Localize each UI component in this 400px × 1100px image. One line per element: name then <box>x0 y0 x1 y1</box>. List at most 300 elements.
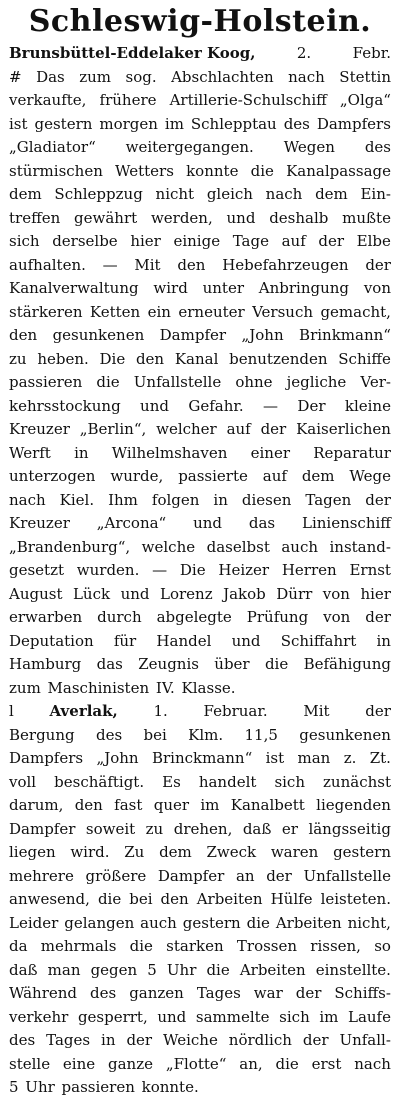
word: Schlepptau <box>190 114 277 133</box>
word: auf <box>262 467 287 485</box>
word: wird. <box>70 843 110 861</box>
word: über <box>214 655 250 673</box>
word: mehrere <box>9 866 74 885</box>
word: ganzen <box>129 984 184 1002</box>
word: quer <box>153 796 190 814</box>
word: und <box>226 208 256 227</box>
word: die <box>97 890 122 908</box>
text-line <box>9 1029 391 1053</box>
word: und <box>157 1007 187 1026</box>
word: Anbringung <box>258 279 350 297</box>
text-line <box>9 183 391 207</box>
word: gestern <box>34 114 93 133</box>
word: mehrmals <box>40 937 117 955</box>
word: gesetzt <box>9 561 65 579</box>
word: Dampfer <box>9 819 76 838</box>
word: sich <box>9 232 40 250</box>
word: Wetters <box>115 161 174 180</box>
word: im <box>200 796 220 814</box>
word: erwarben <box>9 608 83 626</box>
word: der <box>365 608 391 626</box>
word: Ernst <box>349 561 391 579</box>
word: Das <box>36 67 65 86</box>
word: Tages <box>196 984 241 1002</box>
word: Arbeiten <box>239 960 306 979</box>
word: „John <box>96 749 139 767</box>
word: durch <box>97 608 142 626</box>
word: wird <box>153 279 188 297</box>
word: aufhalten. <box>9 255 86 274</box>
word: gemacht, <box>320 302 391 321</box>
word: verkaufte, <box>9 91 87 109</box>
article-averlak <box>9 700 391 1100</box>
word: instand- <box>329 537 391 556</box>
text-line <box>9 113 391 137</box>
text-line <box>9 465 391 489</box>
text-line <box>9 301 391 325</box>
word: Kaiserlichen <box>296 420 391 438</box>
text-line <box>9 442 391 466</box>
word: Uhr <box>166 960 197 979</box>
text-line <box>9 324 391 348</box>
word: Brunsbüttel-Eddelaker Koog, <box>9 44 256 62</box>
word: dem <box>9 185 42 203</box>
word: Mit <box>134 255 161 274</box>
word: Wege <box>349 467 391 485</box>
text-line <box>9 489 391 513</box>
word: passieren <box>61 1078 135 1096</box>
word: in <box>74 443 89 462</box>
word: konnte. <box>141 1078 199 1096</box>
word: Wegen <box>283 138 335 156</box>
word: Unfallstelle <box>133 373 222 391</box>
word: gesperrt, <box>77 1007 148 1026</box>
text-line <box>9 371 391 395</box>
text-line <box>9 912 391 936</box>
word: Die <box>99 349 126 368</box>
word: die <box>206 960 230 979</box>
word: ganze <box>107 1054 153 1073</box>
word: Weiche <box>163 1031 218 1049</box>
word: Dampfer <box>159 326 227 344</box>
word: den <box>135 349 165 368</box>
word: Dampfer <box>157 866 225 885</box>
word: frühere <box>99 91 157 109</box>
text-line <box>9 794 391 818</box>
word: der <box>260 420 287 438</box>
word: Deputation <box>9 631 94 650</box>
word: sog. <box>125 67 157 86</box>
word: Brinckmann“ <box>151 749 253 767</box>
word: der <box>318 232 345 250</box>
text-line <box>9 935 391 959</box>
text-line <box>9 536 391 560</box>
word: des <box>90 984 117 1002</box>
word: gleich <box>206 185 253 203</box>
text-line <box>9 700 391 724</box>
word: Die <box>179 561 206 579</box>
word: Schiffahrt <box>280 631 357 650</box>
word: so <box>374 937 391 955</box>
word: zum <box>9 678 41 697</box>
word: unter <box>202 279 244 297</box>
word: Schleppzug <box>54 185 143 203</box>
word: Lück <box>72 584 111 603</box>
text-line <box>9 418 391 442</box>
word: den <box>74 796 103 814</box>
text-line <box>9 583 391 607</box>
word: Februar. <box>203 702 268 720</box>
word: der <box>302 1031 329 1049</box>
word: nach <box>354 1054 391 1073</box>
word: Zeugnis <box>138 655 199 673</box>
word: Jakob <box>223 584 266 603</box>
word: zu <box>9 349 27 368</box>
word: folgen <box>151 490 200 509</box>
text-line <box>9 207 391 231</box>
word: hier <box>360 584 391 603</box>
word: des <box>283 114 310 133</box>
word: Uhr <box>25 1078 55 1096</box>
word: und <box>193 514 223 532</box>
word: gesunkenen <box>299 725 391 744</box>
word: und <box>120 584 150 603</box>
word: ohne <box>235 373 273 391</box>
text-line <box>9 160 391 184</box>
word: Gefahr. <box>188 396 244 415</box>
text-line <box>9 653 391 677</box>
word: Reparatur <box>313 443 391 462</box>
word: nördlich <box>228 1031 292 1049</box>
word: kleine <box>344 396 391 415</box>
word: heben. <box>37 349 89 368</box>
word: an <box>235 866 255 885</box>
word: das <box>248 514 276 532</box>
word: Febr. <box>352 44 391 62</box>
word: l <box>9 702 14 720</box>
word: — <box>263 396 279 415</box>
word: Herren <box>281 561 337 579</box>
word: liegen <box>9 843 56 861</box>
text-line <box>9 606 391 630</box>
word: Kanalverwaltung <box>9 279 139 297</box>
word: Maschinisten <box>47 678 150 697</box>
word: einstellte. <box>315 960 391 979</box>
word: unterzogen <box>9 467 96 485</box>
word: den <box>9 326 38 344</box>
word: beschäftigt. <box>54 772 145 791</box>
word: Tagen <box>305 490 352 509</box>
word: die <box>96 373 120 391</box>
word: dem <box>301 467 335 485</box>
word: gewährt <box>74 208 138 227</box>
word: Elbe <box>356 232 391 250</box>
word: drehen, <box>173 819 233 838</box>
word: Unfall- <box>339 1031 391 1049</box>
word: „Arcona“ <box>96 514 167 532</box>
text-line <box>9 89 391 113</box>
word: fast <box>114 796 143 814</box>
word: stelle <box>9 1054 51 1073</box>
word: Ver- <box>360 373 391 391</box>
word: auch <box>140 913 177 932</box>
word: IV. <box>155 678 175 697</box>
word: nach <box>288 67 325 86</box>
word: er <box>281 819 298 838</box>
word: Leider <box>9 913 59 932</box>
text-line <box>9 724 391 748</box>
word: gelangen <box>64 913 135 932</box>
word: passieren <box>9 373 83 391</box>
article-brunsbuettel <box>9 42 391 700</box>
text-line <box>9 959 391 983</box>
word: werden, <box>150 208 213 227</box>
word: Werft <box>9 443 51 462</box>
word: leisteten. <box>320 890 391 908</box>
word: Brinkmann“ <box>299 326 391 344</box>
word: voll <box>9 772 37 791</box>
word: auf <box>281 232 306 250</box>
word: ein <box>147 302 171 321</box>
word: Kiel. <box>59 490 95 509</box>
word: Unfallstelle <box>303 866 391 885</box>
word: Schiffe <box>338 349 391 368</box>
text-line <box>9 395 391 419</box>
word: — <box>152 561 168 579</box>
word: in <box>376 631 391 650</box>
word: im <box>164 114 184 133</box>
word: 5 <box>147 960 157 979</box>
word: Tage <box>232 232 269 250</box>
word: Bergung <box>9 725 75 744</box>
word: wurden. <box>76 561 140 579</box>
word: Linienschiff <box>301 514 391 532</box>
word: einer <box>250 443 291 462</box>
word: Hamburg <box>9 655 82 673</box>
word: Prüfung <box>246 608 309 626</box>
word: „Brandenburg“, <box>9 537 131 556</box>
text-line <box>9 1053 391 1077</box>
word: nicht <box>155 185 195 203</box>
word: z. <box>343 749 357 767</box>
word: „Berlin“, <box>79 420 147 438</box>
word: — <box>102 255 118 274</box>
word: die <box>129 937 153 955</box>
word: starken <box>166 937 224 955</box>
word: dem <box>315 185 348 203</box>
word: 1. <box>153 702 168 720</box>
word: rissen, <box>310 937 361 955</box>
word: Averlak, <box>49 702 118 720</box>
word: „Olga“ <box>339 91 391 109</box>
word: Klasse. <box>181 678 236 697</box>
word: wurde, <box>110 467 164 485</box>
word: „John <box>241 326 284 344</box>
word: erst <box>311 1054 342 1073</box>
word: des <box>364 138 391 156</box>
text-line <box>9 230 391 254</box>
text-line <box>9 841 391 865</box>
word: bei <box>143 725 167 744</box>
text-line <box>9 888 391 912</box>
word: Kreuzer <box>9 514 70 532</box>
word: im <box>319 1007 339 1026</box>
text-line <box>9 630 391 654</box>
word: Heizer <box>218 561 270 579</box>
word: hier <box>130 232 161 250</box>
word: Es <box>162 772 181 791</box>
word: waren <box>270 843 319 861</box>
word: Zweck <box>206 843 257 861</box>
word: Zt. <box>369 749 391 767</box>
word: von <box>323 608 351 626</box>
word: Laufe <box>347 1007 391 1026</box>
word: Klm. <box>188 725 224 744</box>
word: nach <box>9 490 46 509</box>
word: zum <box>79 67 112 86</box>
word: Mit <box>303 702 330 720</box>
text-line <box>9 865 391 889</box>
word: sich <box>274 772 305 791</box>
word: gestern <box>333 843 391 861</box>
word: der <box>365 490 391 509</box>
text-line <box>9 136 391 160</box>
word: erneuter <box>178 302 245 321</box>
word: daß <box>242 819 272 838</box>
word: und <box>231 631 261 650</box>
word: morgen <box>99 114 158 133</box>
word: Der <box>297 396 326 415</box>
word: auch <box>281 537 319 556</box>
word: Dampfers <box>9 749 84 767</box>
word: weitergegangen. <box>125 138 254 156</box>
word: und <box>140 396 169 415</box>
word: 5 <box>9 1078 19 1096</box>
word: der <box>365 702 391 720</box>
word: soweit <box>85 819 136 838</box>
word: die <box>275 1054 299 1073</box>
word: des <box>95 725 123 744</box>
word: benutzenden <box>229 349 328 368</box>
word: zu <box>145 819 164 838</box>
word: stürmischen <box>9 161 103 180</box>
text-line <box>9 512 391 536</box>
word: gegen <box>90 960 138 979</box>
word: zunächst <box>323 772 391 791</box>
word: handelt <box>198 772 257 791</box>
word: des <box>9 1031 36 1049</box>
word: ist <box>265 749 285 767</box>
word: Arbeiten <box>196 890 263 908</box>
word: Versuch <box>252 302 314 321</box>
word: verkehr <box>9 1007 69 1026</box>
word: sich <box>279 1007 310 1026</box>
word: Dampfers <box>316 114 391 133</box>
word: derselbe <box>52 232 118 250</box>
word: welcher <box>156 420 217 438</box>
word: man <box>47 960 81 979</box>
word: die <box>246 913 270 932</box>
word: Kanal <box>174 349 219 368</box>
word: kehrsstockung <box>9 396 121 415</box>
word: einige <box>173 232 221 250</box>
word: Handel <box>156 631 212 650</box>
word: stärkeren <box>9 302 83 321</box>
word: von <box>363 279 391 297</box>
word: der <box>126 1031 153 1049</box>
text-line <box>9 982 391 1006</box>
word: 11,5 <box>244 725 278 744</box>
text-line <box>9 66 391 90</box>
word: Während <box>9 984 78 1002</box>
word: Hebefahrzeugen <box>222 255 349 274</box>
word: 2. <box>296 44 312 62</box>
word: deshalb <box>269 208 329 227</box>
word: Dürr <box>276 584 313 603</box>
word: dem <box>159 843 192 861</box>
word: Tages <box>46 1031 91 1049</box>
word: # <box>9 67 22 86</box>
word: darum, <box>9 796 64 814</box>
text-line <box>9 771 391 795</box>
word: Schiffs- <box>334 984 391 1002</box>
word: Ketten <box>89 302 141 321</box>
word: Kanalpassage <box>286 161 391 180</box>
word: bei <box>129 890 153 908</box>
word: diesen <box>241 490 292 509</box>
word: war <box>253 984 283 1002</box>
word: da <box>9 937 28 955</box>
text-line <box>9 747 391 771</box>
word: passierte <box>178 467 248 485</box>
word: der <box>266 866 292 885</box>
word: Abschlachten <box>171 67 274 86</box>
word: Kanalbett <box>230 796 305 814</box>
word: eine <box>62 1054 96 1073</box>
word: Artillerie-Schulschiff <box>169 91 327 109</box>
word: gestern <box>182 913 241 932</box>
text-line <box>9 677 391 701</box>
word: Befähigung <box>303 655 391 673</box>
word: ist <box>9 114 28 133</box>
word: Lorenz <box>160 584 213 603</box>
word: die <box>250 161 274 180</box>
word: in <box>213 490 228 509</box>
text-line <box>9 559 391 583</box>
text-line <box>9 42 391 66</box>
text-line <box>9 1006 391 1030</box>
word: Ein- <box>360 185 391 203</box>
word: abgelegte <box>156 608 232 626</box>
text-line <box>9 818 391 842</box>
word: von <box>322 584 350 603</box>
section-headline: Schleswig-Holstein. <box>28 4 372 39</box>
word: längsseitig <box>308 819 391 838</box>
word: Kreuzer <box>9 420 70 438</box>
word: Trossen <box>236 937 298 955</box>
word: der <box>295 984 322 1002</box>
word: konnte <box>186 161 239 180</box>
word: den <box>177 255 206 274</box>
word: der <box>365 255 391 274</box>
word: sammelte <box>195 1007 270 1026</box>
word: nicht, <box>347 913 391 932</box>
word: jegliche <box>286 373 347 391</box>
word: an, <box>239 1054 263 1073</box>
word: „Flotte“ <box>165 1054 227 1073</box>
text-line <box>9 254 391 278</box>
word: Arbeiten <box>275 913 342 932</box>
